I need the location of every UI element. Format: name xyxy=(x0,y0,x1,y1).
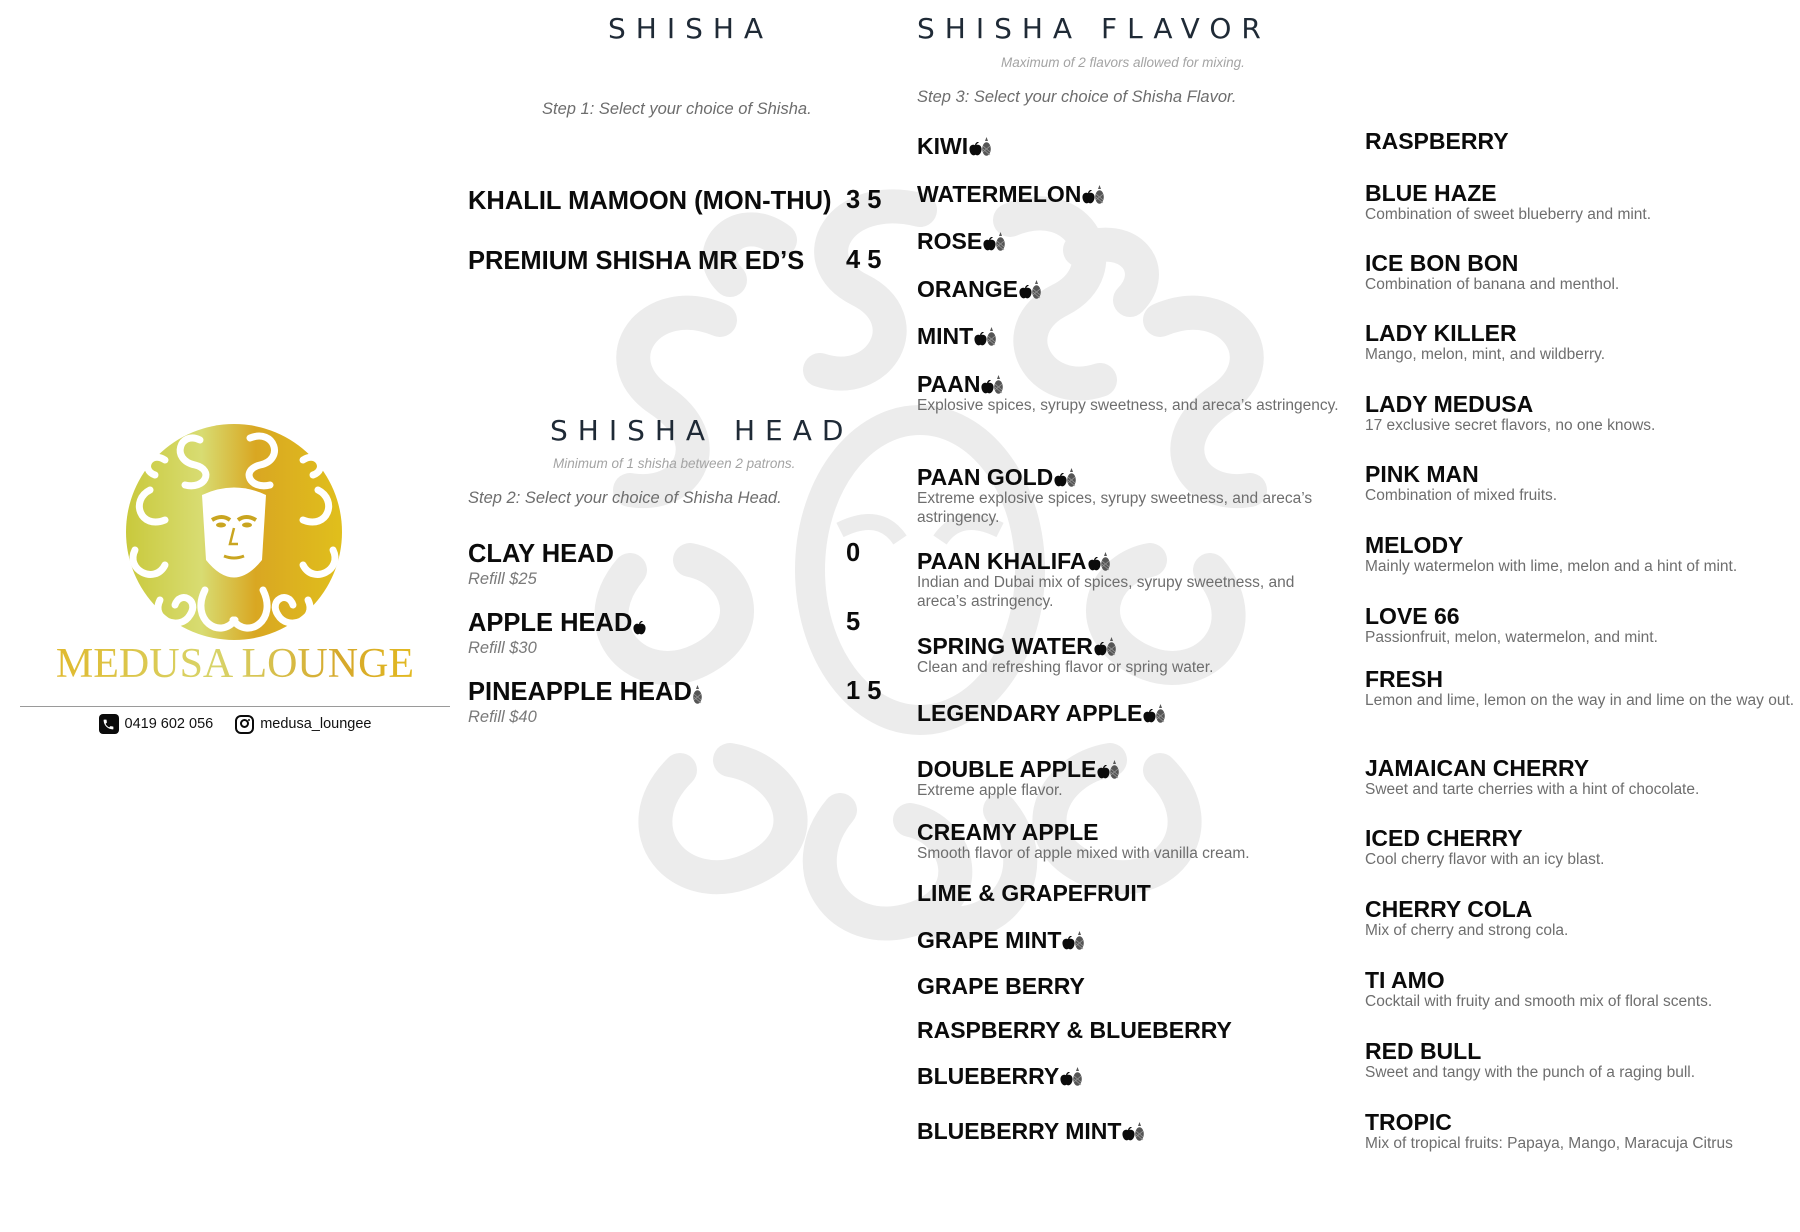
shisha-item-name: KHALIL MAMOON (MON-THU) xyxy=(468,187,832,215)
flavor-item[interactable] xyxy=(1365,755,1795,800)
shisha-head-step-text: Step 2: Select your choice of Shisha Head. xyxy=(468,489,782,507)
flavor-name: LIME & GRAPEFRUIT xyxy=(917,880,1151,906)
pineapple-icon xyxy=(1156,704,1165,723)
flavor-name: CHERRY COLA xyxy=(1365,896,1533,922)
apple-icon xyxy=(981,380,994,394)
pineapple-icon xyxy=(1073,1067,1082,1086)
apple-icon xyxy=(1094,642,1107,656)
flavor-name: PAAN GOLD xyxy=(917,464,1054,490)
flavor-description: Combination of mixed fruits. xyxy=(1365,487,1558,504)
flavor-name: ORANGE xyxy=(917,276,1018,302)
flavor-item[interactable] xyxy=(917,819,1347,864)
phone-contact[interactable] xyxy=(99,714,214,734)
flavor-description: Cool cherry flavor with an icy blast. xyxy=(1365,851,1605,868)
flavor-item[interactable] xyxy=(1365,250,1795,295)
flavor-name: RASPBERRY & BLUEBERRY xyxy=(917,1017,1232,1043)
flavor-item[interactable] xyxy=(917,1063,1347,1089)
flavor-item[interactable] xyxy=(917,880,1347,906)
flavor-description: 17 exclusive secret flavors, no one knows. xyxy=(1365,417,1656,434)
pineapple-icon xyxy=(693,685,702,704)
contact-bar xyxy=(20,714,450,734)
head-item-pineapple[interactable] xyxy=(468,677,702,727)
flavor-name: PINK MAN xyxy=(1365,461,1479,487)
shisha-item[interactable] xyxy=(468,246,804,276)
flavor-description: Extreme explosive spices, syrupy sweetness, and areca’s astringency. xyxy=(917,490,1313,526)
flavor-item[interactable] xyxy=(1365,532,1795,577)
flavor-item[interactable] xyxy=(917,633,1347,678)
apple-icon xyxy=(969,142,982,156)
flavor-description: Sweet and tarte cherries with a hint of chocolate. xyxy=(1365,781,1700,798)
flavor-description: Smooth flavor of apple mixed with vanilla cream. xyxy=(917,845,1250,862)
shisha-item-price: 4 5 xyxy=(846,246,882,274)
flavor-item[interactable] xyxy=(917,276,1347,302)
medusa-logo-icon xyxy=(120,420,348,648)
head-item-price: 1 5 xyxy=(846,677,882,705)
head-item-price: 5 xyxy=(846,608,861,636)
flavor-item[interactable] xyxy=(917,973,1347,999)
head-item-refill: Refill $40 xyxy=(468,708,537,726)
apple-icon xyxy=(633,621,646,635)
apple-icon xyxy=(1062,936,1075,950)
head-item-refill: Refill $25 xyxy=(468,570,537,588)
flavor-item[interactable] xyxy=(1365,1038,1795,1083)
flavor-name: BLUE HAZE xyxy=(1365,180,1497,206)
flavor-name: MELODY xyxy=(1365,532,1464,558)
pineapple-icon xyxy=(994,375,1003,394)
shisha-head-title: SHISHA HEAD xyxy=(550,414,854,447)
head-item-name: CLAY HEAD xyxy=(468,540,614,568)
flavor-description: Passionfruit, melon, watermelon, and mint. xyxy=(1365,629,1658,646)
flavor-name: LADY MEDUSA xyxy=(1365,391,1534,417)
instagram-handle: medusa_loungee xyxy=(260,716,372,732)
instagram-contact[interactable] xyxy=(235,715,371,734)
apple-icon xyxy=(1054,473,1067,487)
flavor-name: MINT xyxy=(917,323,974,349)
flavor-item[interactable] xyxy=(917,228,1347,254)
flavor-name: FRESH xyxy=(1365,666,1443,692)
flavor-name: TROPIC xyxy=(1365,1109,1452,1135)
flavor-description: Cocktail with fruity and smooth mix of floral scents. xyxy=(1365,993,1713,1010)
flavor-item[interactable] xyxy=(1365,666,1795,711)
pineapple-icon xyxy=(1107,637,1116,656)
flavor-item[interactable] xyxy=(917,323,1347,349)
flavor-name: ICE BON BON xyxy=(1365,250,1519,276)
flavor-name: BLUEBERRY xyxy=(917,1063,1060,1089)
flavor-item[interactable] xyxy=(1365,461,1795,506)
head-item-apple[interactable] xyxy=(468,608,646,658)
pineapple-icon xyxy=(1075,931,1084,950)
head-item-clay[interactable] xyxy=(468,539,614,589)
shisha-flavor-step-text: Step 3: Select your choice of Shisha Flavor. xyxy=(917,88,1237,106)
flavor-item[interactable] xyxy=(917,756,1347,801)
flavor-name: GRAPE MINT xyxy=(917,927,1062,953)
flavor-item[interactable] xyxy=(1365,180,1795,225)
pineapple-icon xyxy=(1110,760,1119,779)
pineapple-icon xyxy=(1067,468,1076,487)
flavor-description: Combination of banana and menthol. xyxy=(1365,276,1620,293)
brand-name: MEDUSA LOUNGE xyxy=(20,640,450,688)
flavor-item[interactable] xyxy=(1365,391,1795,436)
apple-icon xyxy=(1060,1072,1073,1086)
pineapple-icon xyxy=(1032,280,1041,299)
flavor-item[interactable] xyxy=(1365,967,1795,1012)
flavor-item[interactable] xyxy=(1365,825,1795,870)
apple-icon xyxy=(1088,557,1101,571)
flavor-description: Extreme apple flavor. xyxy=(917,782,1063,799)
flavor-description: Clean and refreshing flavor or spring water. xyxy=(917,659,1214,676)
flavor-name: JAMAICAN CHERRY xyxy=(1365,755,1590,781)
flavor-name: KIWI xyxy=(917,133,969,159)
logo-divider xyxy=(20,706,450,707)
flavor-item[interactable] xyxy=(1365,320,1795,365)
flavor-name: LEGENDARY APPLE xyxy=(917,700,1143,726)
flavor-description: Lemon and lime, lemon on the way in and lime on the way out. xyxy=(1365,692,1795,709)
flavor-name: RASPBERRY xyxy=(1365,128,1509,154)
flavor-name: RED BULL xyxy=(1365,1038,1482,1064)
head-item-refill: Refill $30 xyxy=(468,639,537,657)
flavor-name: LADY KILLER xyxy=(1365,320,1517,346)
flavor-name: SPRING WATER xyxy=(917,633,1093,659)
head-item-name: APPLE HEAD xyxy=(468,609,633,637)
flavor-item[interactable] xyxy=(917,1118,1347,1144)
apple-icon xyxy=(974,332,987,346)
flavor-description: Mango, melon, mint, and wildberry. xyxy=(1365,346,1606,363)
flavor-description: Indian and Dubai mix of spices, syrupy sweetness, and areca’s astringency. xyxy=(917,574,1295,610)
flavor-item[interactable] xyxy=(917,464,1347,527)
flavor-item[interactable] xyxy=(917,371,1347,416)
shisha-flavor-note: Maximum of 2 flavors allowed for mixing. xyxy=(1001,55,1245,70)
flavor-item[interactable] xyxy=(917,548,1347,611)
flavor-name: GRAPE BERRY xyxy=(917,973,1085,999)
flavor-item[interactable] xyxy=(1365,603,1795,648)
shisha-flavor-title: SHISHA FLAVOR xyxy=(917,12,1271,45)
apple-icon xyxy=(1082,190,1095,204)
flavor-item[interactable] xyxy=(917,133,1347,159)
pineapple-icon xyxy=(1135,1122,1144,1141)
flavor-description: Explosive spices, syrupy sweetness, and areca’s astringency. xyxy=(917,397,1339,414)
shisha-item[interactable] xyxy=(468,186,832,216)
apple-icon xyxy=(1143,709,1156,723)
head-item-name: PINEAPPLE HEAD xyxy=(468,678,692,706)
flavor-name: PAAN xyxy=(917,371,981,397)
head-item-price: 0 xyxy=(846,539,861,567)
flavor-name: PAAN KHALIFA xyxy=(917,548,1087,574)
apple-icon xyxy=(1122,1127,1135,1141)
apple-icon xyxy=(1019,285,1032,299)
flavor-item[interactable] xyxy=(917,700,1347,726)
shisha-item-name: PREMIUM SHISHA MR ED’S xyxy=(468,247,805,275)
flavor-item[interactable] xyxy=(1365,1109,1795,1154)
flavor-item[interactable] xyxy=(1365,128,1795,154)
pineapple-icon xyxy=(1101,552,1110,571)
flavor-name: DOUBLE APPLE xyxy=(917,756,1097,782)
flavor-description: Mix of cherry and strong cola. xyxy=(1365,922,1569,939)
flavor-name: ICED CHERRY xyxy=(1365,825,1523,851)
phone-number: 0419 602 056 xyxy=(124,716,214,732)
flavor-item[interactable] xyxy=(1365,896,1795,941)
flavor-item[interactable] xyxy=(917,181,1347,207)
pineapple-icon xyxy=(982,137,991,156)
shisha-step-text: Step 1: Select your choice of Shisha. xyxy=(542,100,812,118)
pineapple-icon xyxy=(1095,185,1104,204)
flavor-name: LOVE 66 xyxy=(1365,603,1460,629)
flavor-item[interactable] xyxy=(917,1017,1347,1043)
flavor-name: BLUEBERRY MINT xyxy=(917,1118,1122,1144)
pineapple-icon xyxy=(987,327,996,346)
apple-icon xyxy=(1097,765,1110,779)
shisha-item-price: 3 5 xyxy=(846,186,882,214)
shisha-title: SHISHA xyxy=(608,12,774,45)
flavor-name: WATERMELON xyxy=(917,181,1082,207)
apple-icon xyxy=(983,237,996,251)
flavor-description: Sweet and tangy with the punch of a raging bull. xyxy=(1365,1064,1696,1081)
flavor-description: Combination of sweet blueberry and mint. xyxy=(1365,206,1652,223)
phone-icon xyxy=(99,714,119,734)
flavor-description: Mainly watermelon with lime, melon and a hint of mint. xyxy=(1365,558,1738,575)
instagram-icon xyxy=(235,715,254,734)
pineapple-icon xyxy=(996,232,1005,251)
flavor-name: ROSE xyxy=(917,228,983,254)
flavor-item[interactable] xyxy=(917,927,1347,953)
flavor-description: Mix of tropical fruits: Papaya, Mango, Maracuja Citrus xyxy=(1365,1135,1733,1152)
shisha-head-note: Minimum of 1 shisha between 2 patrons. xyxy=(553,456,796,471)
flavor-name: CREAMY APPLE xyxy=(917,819,1099,845)
flavor-name: TI AMO xyxy=(1365,967,1445,993)
